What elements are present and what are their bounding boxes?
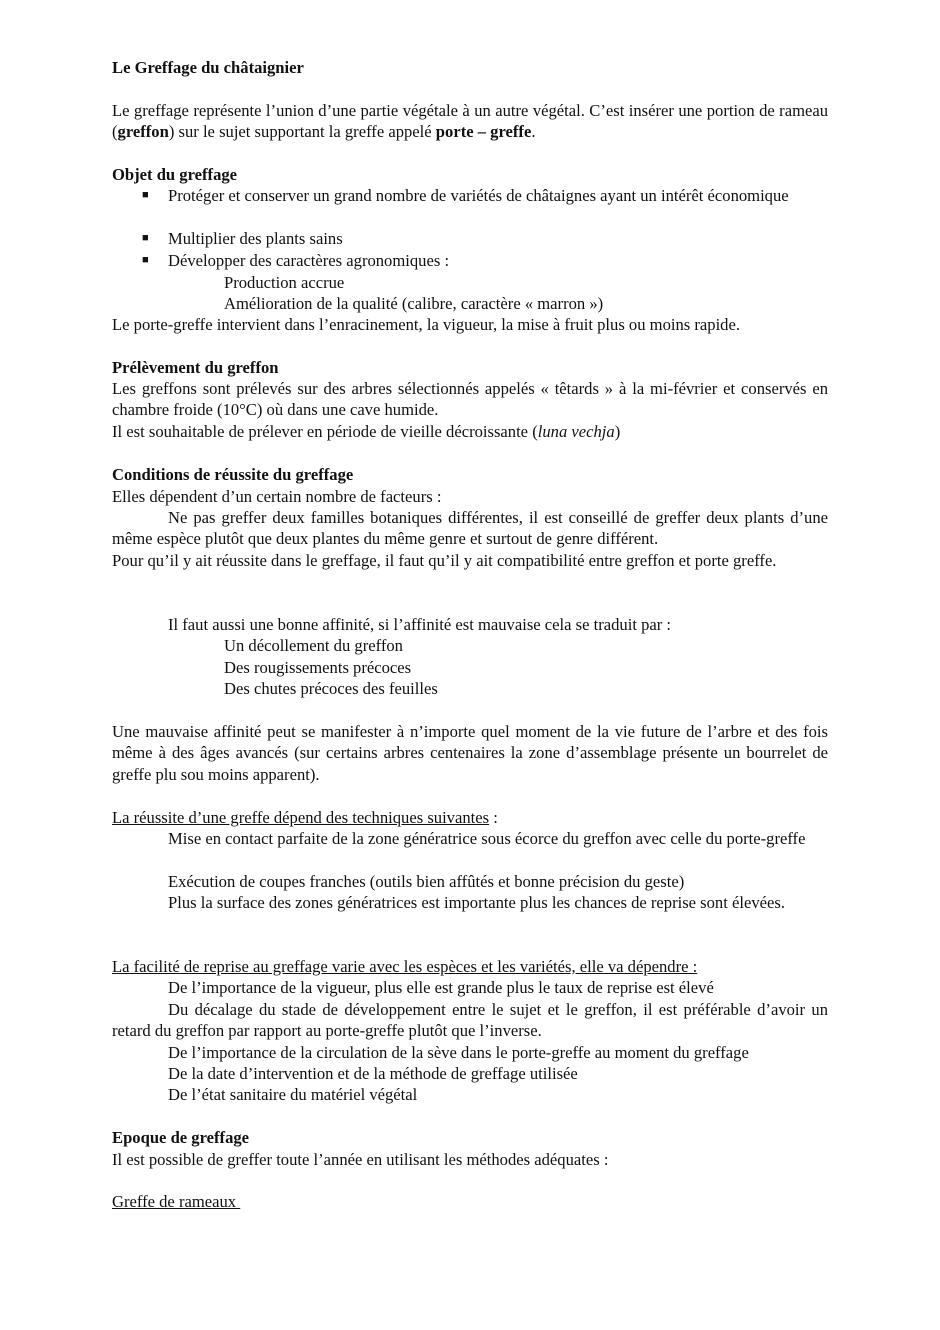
document-title: Le Greffage du châtaignier xyxy=(112,58,304,77)
bullet-item xyxy=(112,228,828,249)
affinite-item: Des chutes précoces des feuilles xyxy=(224,679,438,698)
intro-text-2: ) sur le sujet supportant la greffe appelé xyxy=(168,122,436,142)
epoque-paragraph: Il est possible de greffer toute l’année en utilisant les méthodes adéquates : xyxy=(112,1150,609,1169)
techniques-heading-suffix: : xyxy=(489,808,498,827)
affinite-item: Un décollement du greffon xyxy=(224,636,403,655)
sub-item: Amélioration de la qualité (calibre, caractère « marron ») xyxy=(224,294,604,313)
mauvaise-affinite-paragraph: Une mauvaise affinité peut se manifester à n’importe quel moment de la vie future de l’arbre et des fois même à des âges avancés (sur certains arbres centenaires la zone d’assemblage présente un bourrelet de greffe plu sou moins apparent). xyxy=(112,722,828,784)
square-bullet-icon: ■ xyxy=(142,254,149,266)
lune-text-2: ) xyxy=(614,422,621,441)
facilite-item: De l’importance de la vigueur, plus elle est grande plus le taux de reprise est élevé xyxy=(168,978,714,997)
technique-item: Mise en contact parfaite de la zone génératrice sous écorce du greffon avec celle du porte-greffe xyxy=(168,829,806,848)
heading-facilite: La facilité de reprise au greffage varie avec les espèces et les variétés, elle va dépendre : xyxy=(112,957,698,976)
facilite-item: Du décalage du stade de développement entre le sujet et le greffon, il est préférable d’avoir un retard du greffon par rapport au porte-greffe plutôt que l’inverse. xyxy=(112,1000,828,1041)
term-greffon: greffon xyxy=(117,122,169,142)
bullet-item xyxy=(112,185,828,206)
porte-greffe-note: Le porte-greffe intervient dans l’enracinement, la vigueur, la mise à fruit plus ou moins rapide. xyxy=(112,315,740,334)
bullet-text: Développer des caractères agronomiques : xyxy=(168,251,450,270)
bullet-text: Multiplier des plants sains xyxy=(168,229,343,248)
square-bullet-icon: ■ xyxy=(142,232,149,244)
lune-term: luna vechja xyxy=(537,422,615,441)
facilite-item: De l’état sanitaire du matériel végétal xyxy=(168,1085,418,1104)
conditions-compatibilite: Pour qu’il y ait réussite dans le greffage, il faut qu’il y ait compatibilité entre greffon et porte greffe. xyxy=(112,551,777,570)
conditions-familles: Ne pas greffer deux familles botaniques différentes, il est conseillé de greffer deux plants d’une même espèce plutôt que deux plantes du même genre et surtout de genre différent. xyxy=(112,508,828,549)
lune-text-1: Il est souhaitable de prélever en période de vieille décroissante ( xyxy=(112,422,538,441)
heading-epoque: Epoque de greffage xyxy=(112,1128,250,1147)
sub-item: Production accrue xyxy=(224,273,345,292)
heading-prelevement: Prélèvement du greffon xyxy=(112,358,279,377)
greffe-rameaux-label: Greffe de rameaux xyxy=(112,1192,241,1211)
facilite-item: De la date d’intervention et de la méthode de greffage utilisée xyxy=(168,1064,578,1083)
technique-item: Plus la surface des zones génératrices est importante plus les chances de reprise sont élevées. xyxy=(168,893,785,912)
bullet-text: Protéger et conserver un grand nombre de variétés de châtaignes ayant un intérêt économique xyxy=(168,186,789,205)
intro-paragraph xyxy=(112,100,828,143)
term-porte-greffe: porte – greffe xyxy=(435,122,532,142)
intro-text-3: . xyxy=(531,122,536,142)
techniques-heading-underlined: La réussite d’une greffe dépend des techniques suivantes xyxy=(112,808,490,827)
conditions-intro: Elles dépendent d’un certain nombre de facteurs : xyxy=(112,487,442,506)
heading-objet: Objet du greffage xyxy=(112,165,238,184)
affinite-intro: Il faut aussi une bonne affinité, si l’affinité est mauvaise cela se traduit par : xyxy=(168,615,672,634)
prelevement-lune xyxy=(112,421,828,442)
bullet-item xyxy=(112,250,828,271)
intro-text-1: Le greffage représente l’union d’une partie végétale à un autre végétal. C’est insérer une portion de rameau ( xyxy=(112,101,828,142)
square-bullet-icon: ■ xyxy=(142,189,149,201)
heading-techniques xyxy=(112,807,828,828)
facilite-item: De l’importance de la circulation de la sève dans le porte-greffe au moment du greffage xyxy=(168,1043,749,1062)
prelevement-paragraph: Les greffons sont prélevés sur des arbres sélectionnés appelés « têtards » à la mi-février et conservés en chambre froide (10°C) où dans une cave humide. xyxy=(112,379,828,420)
heading-conditions: Conditions de réussite du greffage xyxy=(112,465,354,484)
technique-item: Exécution de coupes franches (outils bien affûtés et bonne précision du geste) xyxy=(168,872,685,891)
greffe-rameaux-heading xyxy=(112,1191,828,1212)
affinite-item: Des rougissements précoces xyxy=(224,658,412,677)
